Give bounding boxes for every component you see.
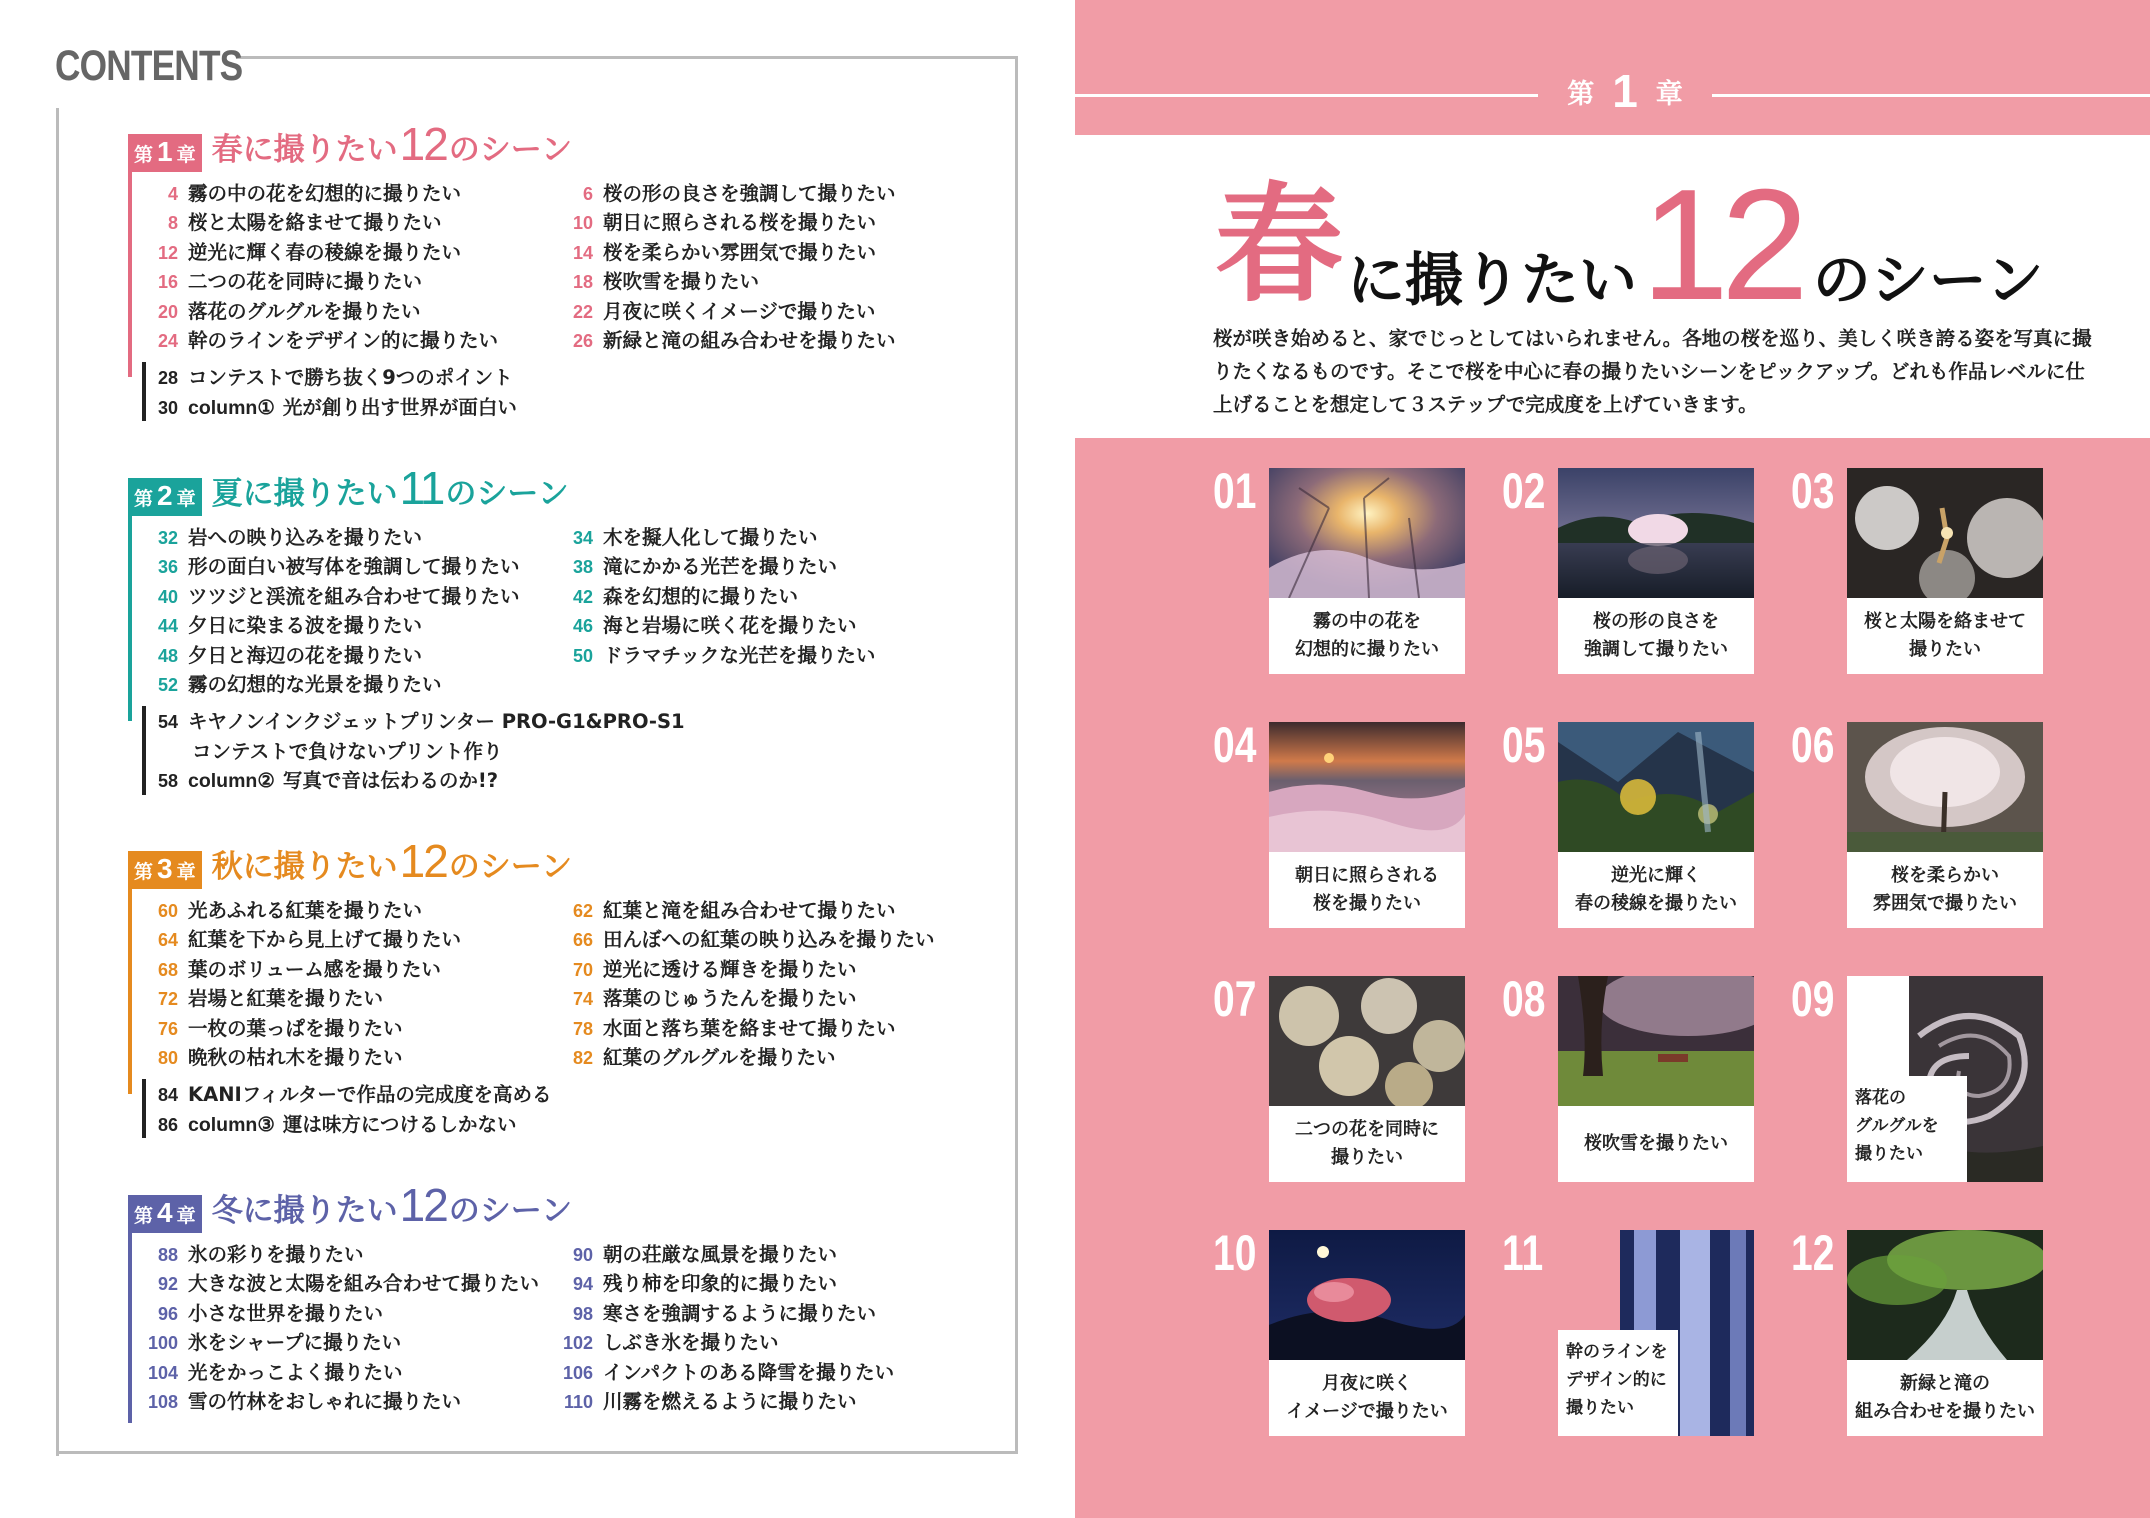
scene-caption: 桜の形の良さを 強調して撮りたい bbox=[1584, 611, 1728, 660]
chapter-header bbox=[128, 835, 1008, 889]
scene-card-09[interactable] bbox=[1791, 971, 2043, 1182]
scene-card-08[interactable] bbox=[1502, 971, 1754, 1182]
toc-entry[interactable]: 82 紅葉のグルグルを撮りたい bbox=[572, 1045, 836, 1069]
scene-number: 05 bbox=[1502, 717, 1546, 773]
chapter-3-block bbox=[128, 835, 1008, 1138]
toc-right-column bbox=[557, 895, 977, 1071]
scene-card-01[interactable] bbox=[1213, 463, 1465, 674]
toc-entry[interactable]: 40 ツツジと渓流を組み合わせて撮りたい bbox=[157, 584, 520, 608]
toc-entry[interactable]: 100 氷をシャープに撮りたい bbox=[147, 1331, 402, 1355]
scene-card-12[interactable] bbox=[1791, 1225, 2043, 1436]
toc-entry[interactable]: 20 落花のグルグルを撮りたい bbox=[157, 299, 421, 323]
scene-caption: 二つの花を同時に 撮りたい bbox=[1295, 1119, 1439, 1168]
toc-extra-entry[interactable]: 30 column① 光が創り出す世界が面白い bbox=[157, 395, 517, 419]
toc-entry[interactable]: 102 しぶき氷を撮りたい bbox=[562, 1331, 779, 1355]
toc-entry[interactable]: 72 岩場と紅葉を撮りたい bbox=[157, 987, 384, 1011]
toc-entry[interactable]: 80 晩秋の枯れ木を撮りたい bbox=[157, 1045, 403, 1069]
toc-entry[interactable]: 38 滝にかかる光芒を撮りたい bbox=[572, 555, 838, 579]
toc-extra-continuation: コンテストで負けないプリント作り bbox=[192, 739, 503, 763]
scene-number: 09 bbox=[1791, 971, 1835, 1027]
toc-entry[interactable]: 46 海と岩場に咲く花を撮りたい bbox=[572, 614, 857, 638]
chapter-header bbox=[128, 1179, 1008, 1233]
scene-card-03[interactable] bbox=[1791, 463, 2043, 674]
toc-extras bbox=[142, 362, 1008, 421]
toc-entry[interactable]: 66 田んぼへの紅葉の映り込みを撮りたい bbox=[572, 928, 935, 952]
toc-entry[interactable]: 18 桜吹雪を撮りたい bbox=[572, 270, 760, 294]
chapter-title: 春に撮りたい12のシーン bbox=[211, 118, 573, 170]
toc-right-column bbox=[557, 1239, 977, 1415]
chapter-rule bbox=[128, 172, 132, 377]
scene-card-07[interactable] bbox=[1213, 971, 1465, 1182]
scene-photo bbox=[1558, 722, 1754, 852]
scene-photo bbox=[1558, 468, 1754, 598]
toc-extras bbox=[142, 706, 1008, 794]
chapter-badge: 第 1 章 bbox=[128, 134, 202, 172]
chapter-rule bbox=[128, 516, 132, 721]
toc-entry[interactable]: 32 岩への映り込みを撮りたい bbox=[157, 526, 423, 549]
scene-photo bbox=[1269, 722, 1465, 852]
toc-entry[interactable]: 12 逆光に輝く春の稜線を撮りたい bbox=[157, 240, 462, 264]
chapter-header bbox=[128, 118, 1008, 172]
toc-entry[interactable]: 60 光あふれる紅葉を撮りたい bbox=[157, 899, 423, 922]
scene-caption: 月夜に咲く イメージで撮りたい bbox=[1286, 1373, 1448, 1422]
scene-card-05[interactable] bbox=[1502, 717, 1754, 928]
toc-grid bbox=[142, 178, 1008, 354]
scene-number: 03 bbox=[1791, 463, 1835, 519]
toc-entry[interactable]: 22 月夜に咲くイメージで撮りたい bbox=[572, 299, 876, 323]
scene-number: 10 bbox=[1213, 1225, 1257, 1281]
scene-photo bbox=[1269, 1230, 1465, 1360]
scene-caption: 幹のラインを デザイン的に 撮りたい bbox=[1566, 1342, 1668, 1418]
toc-entry[interactable]: 88 氷の彩りを撮りたい bbox=[157, 1243, 364, 1266]
chapter-1-block bbox=[128, 118, 1008, 421]
toc-entry[interactable]: 78 水面と落ち葉を絡ませて撮りたい bbox=[572, 1016, 896, 1040]
toc-entry[interactable]: 42 森を幻想的に撮りたい bbox=[572, 584, 799, 608]
toc-entry[interactable]: 94 残り柿を印象的に撮りたい bbox=[572, 1272, 838, 1296]
scene-number: 08 bbox=[1502, 971, 1546, 1027]
toc-extra-entry[interactable]: 84 KANIフィルターで作品の完成度を高める bbox=[157, 1083, 552, 1107]
chapter-rule bbox=[128, 1233, 132, 1423]
toc-entry[interactable]: 106 インパクトのある降雪を撮りたい bbox=[562, 1360, 895, 1384]
toc-entry[interactable]: 44 夕日に染まる波を撮りたい bbox=[157, 614, 423, 638]
chapter-2-block bbox=[128, 462, 1008, 795]
toc-entry[interactable]: 108 雪の竹林をおしゃれに撮りたい bbox=[147, 1389, 462, 1413]
toc-right-column bbox=[557, 522, 977, 698]
scene-number: 02 bbox=[1502, 463, 1546, 519]
toc-entry[interactable]: 34 木を擬人化して撮りたい bbox=[572, 526, 818, 549]
chapter-badge: 第 4 章 bbox=[128, 1195, 202, 1233]
scene-card-10[interactable] bbox=[1213, 1225, 1465, 1436]
chapter-badge: 第 3 章 bbox=[128, 851, 202, 889]
chapter-label: 第 1 章 bbox=[1567, 65, 1683, 117]
toc-entry[interactable]: 62 紅葉と滝を組み合わせて撮りたい bbox=[572, 899, 896, 922]
toc-entry[interactable]: 110 川霧を燃えるように撮りたい bbox=[563, 1389, 857, 1413]
scene-caption: 逆光に輝く 春の稜線を撮りたい bbox=[1575, 865, 1737, 914]
chapter-badge: 第 2 章 bbox=[128, 478, 202, 516]
toc-entry[interactable]: 6 桜の形の良さを強調して撮りたい bbox=[582, 182, 896, 205]
chapter-title: 夏に撮りたい11のシーン bbox=[211, 462, 569, 514]
chapter-hero-title: 春 に撮りたい 12 のシーン bbox=[1215, 157, 2044, 333]
toc-grid bbox=[142, 1239, 1008, 1415]
contents-heading: CONTENTS bbox=[55, 42, 243, 90]
scene-caption: 新緑と滝の 組み合わせを撮りたい bbox=[1855, 1373, 2035, 1422]
toc-entry[interactable]: 90 朝の荘厳な風景を撮りたい bbox=[572, 1243, 838, 1266]
toc-entry[interactable]: 104 光をかっこよく撮りたい bbox=[147, 1360, 403, 1384]
toc-extras bbox=[142, 1079, 1008, 1138]
scene-caption: 落花の グルグルを 撮りたい bbox=[1855, 1088, 1939, 1164]
chapter-opener-page bbox=[1075, 0, 2150, 1518]
scene-card-11[interactable] bbox=[1502, 1225, 1754, 1436]
scene-number: 07 bbox=[1213, 971, 1257, 1027]
toc-entry[interactable]: 10 朝日に照らされる桜を撮りたい bbox=[572, 211, 877, 235]
scene-number: 06 bbox=[1791, 717, 1835, 773]
scene-number: 04 bbox=[1213, 717, 1257, 773]
chapter-header bbox=[128, 462, 1008, 516]
toc-extra-entry[interactable]: 58 column② 写真で音は伝わるのか!? bbox=[157, 769, 499, 793]
chapter-4-block bbox=[128, 1179, 1008, 1415]
toc-entry[interactable]: 70 逆光に透ける輝きを撮りたい bbox=[572, 957, 857, 981]
scene-photo bbox=[1847, 468, 2043, 598]
toc-entry[interactable]: 96 小さな世界を撮りたい bbox=[157, 1301, 384, 1325]
toc-entry[interactable]: 74 落葉のじゅうたんを撮りたい bbox=[572, 987, 857, 1011]
toc-entry[interactable]: 26 新緑と滝の組み合わせを撮りたい bbox=[572, 328, 896, 352]
toc-extra-entry[interactable]: 28 コンテストで勝ち抜く9つのポイント bbox=[157, 366, 513, 390]
toc-left-column bbox=[142, 178, 557, 354]
toc-extra-entry[interactable]: 86 column③ 運は味方につけるしかない bbox=[157, 1112, 517, 1136]
toc-entry[interactable]: 64 紅葉を下から見上げて撮りたい bbox=[157, 928, 462, 952]
toc-entry[interactable]: 16 二つの花を同時に撮りたい bbox=[157, 270, 423, 294]
chapter-rule bbox=[128, 889, 132, 1094]
scene-card-02[interactable] bbox=[1502, 463, 1754, 674]
scene-card-04[interactable] bbox=[1213, 717, 1465, 928]
toc-entry[interactable]: 68 葉のボリューム感を撮りたい bbox=[157, 957, 441, 981]
scene-photo bbox=[1847, 1230, 2043, 1360]
chapter-title: 秋に撮りたい12のシーン bbox=[211, 835, 573, 887]
scene-number: 11 bbox=[1502, 1225, 1544, 1281]
toc-extra-entry[interactable]: 54 キヤノンインクジェットプリンター PRO-G1&PRO-S1 bbox=[157, 710, 685, 734]
scene-card-06[interactable] bbox=[1791, 717, 2043, 928]
toc-entry[interactable]: 52 霧の幻想的な光景を撮りたい bbox=[157, 672, 442, 696]
scene-photo bbox=[1847, 722, 2043, 852]
scene-caption: 朝日に照らされる 桜を撮りたい bbox=[1295, 865, 1439, 914]
toc-entry[interactable]: 48 夕日と海辺の花を撮りたい bbox=[157, 643, 423, 667]
toc-right-column bbox=[557, 178, 977, 354]
chapter-title: 冬に撮りたい12のシーン bbox=[211, 1179, 573, 1231]
toc-grid bbox=[142, 895, 1008, 1071]
scene-photo bbox=[1558, 976, 1754, 1106]
toc-entry[interactable]: 14 桜を柔らかい雰囲気で撮りたい bbox=[572, 240, 877, 264]
toc-grid bbox=[142, 522, 1008, 698]
toc-left-column bbox=[142, 895, 557, 1071]
toc-entry[interactable]: 24 幹のラインをデザイン的に撮りたい bbox=[157, 328, 499, 352]
scene-number: 01 bbox=[1213, 463, 1257, 519]
toc-entry[interactable]: 76 一枚の葉っぱを撮りたい bbox=[157, 1016, 403, 1040]
toc-entry[interactable]: 50 ドラマチックな光芒を撮りたい bbox=[572, 643, 876, 667]
scene-caption: 桜吹雪を撮りたい bbox=[1584, 1133, 1728, 1154]
toc-entry[interactable]: 8 桜と太陽を絡ませて撮りたい bbox=[167, 211, 442, 235]
scene-caption: 桜を柔らかい 雰囲気で撮りたい bbox=[1873, 865, 2017, 914]
scene-caption: 桜と太陽を絡ませて 撮りたい bbox=[1864, 611, 2026, 660]
scene-number: 12 bbox=[1791, 1225, 1835, 1281]
toc-entry[interactable]: 92 大きな波と太陽を組み合わせて撮りたい bbox=[157, 1272, 540, 1296]
scene-caption: 霧の中の花を 幻想的に撮りたい bbox=[1295, 611, 1439, 660]
toc-left-column bbox=[142, 522, 557, 698]
toc-entry[interactable]: 4 霧の中の花を幻想的に撮りたい bbox=[167, 182, 462, 205]
lead-paragraph: 桜が咲き始めると、家でじっとしてはいられません。各地の桜を巡り、美しく咲き誇る姿を写真に撮りたくなるものです。そこで桜を中心に春の撮りたいシーンをピックアップ。どれも作品レベルに仕上げることを想定して３ステップで完成度を上げていきます。 bbox=[1213, 327, 2092, 416]
toc-entry[interactable]: 36 形の面白い被写体を強調して撮りたい bbox=[157, 555, 520, 579]
scene-photo bbox=[1269, 976, 1465, 1106]
toc-left-column bbox=[142, 1239, 557, 1415]
scene-photo bbox=[1269, 468, 1465, 598]
toc-entry[interactable]: 98 寒さを強調するように撮りたい bbox=[572, 1301, 877, 1325]
